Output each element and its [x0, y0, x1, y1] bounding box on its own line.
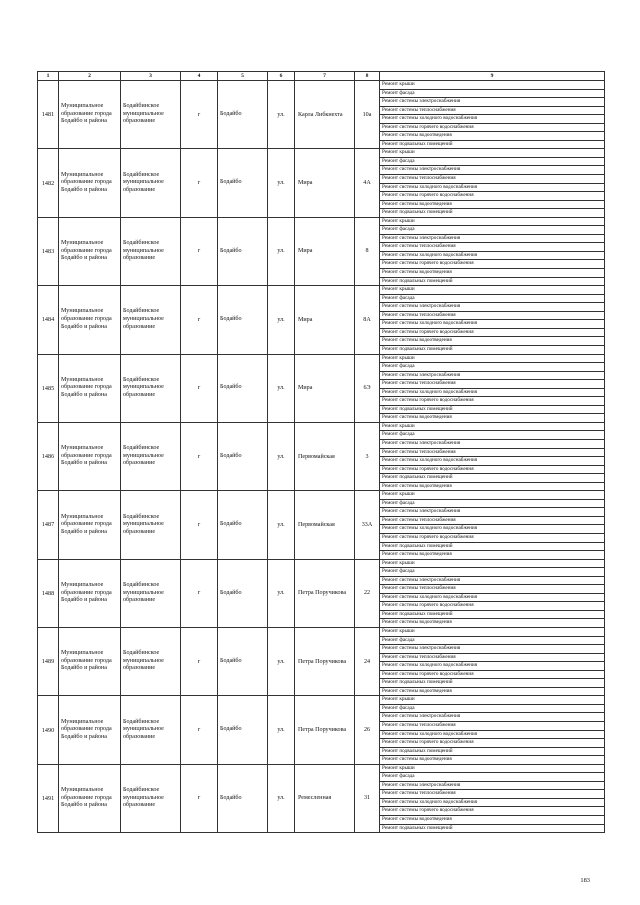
- settlement-type-cell: г: [181, 491, 218, 559]
- house-number-cell: 24: [355, 628, 380, 696]
- house-number-cell: 4А: [355, 149, 380, 217]
- work-type-item: Ремонт системы теплоснабжения: [380, 380, 605, 389]
- work-type-item: Ремонт подвальных помещений: [380, 345, 605, 354]
- row-number: 1491: [38, 764, 59, 832]
- work-type-item: Ремонт системы водоотведения: [380, 200, 605, 209]
- street-cell: Мира: [295, 286, 355, 354]
- row-number: 1489: [38, 628, 59, 696]
- house-number-cell: 26: [355, 696, 380, 764]
- work-type-item: Ремонт системы водоотведения: [380, 756, 605, 765]
- work-type-item: Ремонт крыши: [380, 81, 605, 90]
- city-cell: Бодайбо: [218, 491, 268, 559]
- city-cell: Бодайбо: [218, 696, 268, 764]
- work-type-item: Ремонт крыши: [380, 354, 605, 363]
- work-type-item: Ремонт системы холодного водоснабжения: [380, 251, 605, 260]
- settlement-cell: Бодайбинское муниципальное образование: [121, 628, 181, 696]
- settlement-cell: Бодайбинское муниципальное образование: [121, 217, 181, 285]
- street-cell: Мира: [295, 149, 355, 217]
- table-row: [38, 81, 605, 90]
- row-number: 1482: [38, 149, 59, 217]
- municipality-cell: Муниципальное образование города Бодайбо и района: [59, 81, 121, 149]
- settlement-cell: Бодайбинское муниципальное образование: [121, 81, 181, 149]
- table-row: [38, 286, 605, 295]
- page-number: 183: [580, 877, 590, 884]
- street-type-cell: ул.: [268, 217, 295, 285]
- work-type-item: Ремонт подвальных помещений: [380, 209, 605, 218]
- work-type-item: Ремонт подвальных помещений: [380, 679, 605, 688]
- column-header-4: 4: [181, 72, 218, 81]
- work-type-item: Ремонт системы теплоснабжения: [380, 585, 605, 594]
- street-type-cell: ул.: [268, 286, 295, 354]
- table-row: [38, 628, 605, 637]
- column-header-2: 2: [59, 72, 121, 81]
- street-cell: Петра Поручикова: [295, 559, 355, 627]
- work-type-item: Ремонт крыши: [380, 696, 605, 705]
- work-type-item: Ремонт фасада: [380, 431, 605, 440]
- settlement-type-cell: г: [181, 764, 218, 832]
- settlement-type-cell: г: [181, 422, 218, 490]
- work-type-item: Ремонт системы горячего водоснабжения: [380, 328, 605, 337]
- municipality-cell: Муниципальное образование города Бодайбо и района: [59, 696, 121, 764]
- work-type-item: Ремонт крыши: [380, 491, 605, 500]
- house-number-cell: 3: [355, 422, 380, 490]
- work-type-item: Ремонт системы электроснабжения: [380, 781, 605, 790]
- table-row: [38, 217, 605, 226]
- column-header-9: 9: [380, 72, 605, 81]
- column-header-6: 6: [268, 72, 295, 81]
- header-row: [38, 72, 605, 81]
- work-type-item: Ремонт системы электроснабжения: [380, 303, 605, 312]
- settlement-type-cell: г: [181, 149, 218, 217]
- city-cell: Бодайбо: [218, 81, 268, 149]
- work-type-item: Ремонт фасада: [380, 157, 605, 166]
- work-type-item: Ремонт системы горячего водоснабжения: [380, 602, 605, 611]
- municipality-cell: Муниципальное образование города Бодайбо и района: [59, 149, 121, 217]
- work-type-item: Ремонт системы горячего водоснабжения: [380, 465, 605, 474]
- street-cell: Первомайская: [295, 422, 355, 490]
- table-row: [38, 559, 605, 568]
- work-type-item: Ремонт системы электроснабжения: [380, 439, 605, 448]
- settlement-type-cell: г: [181, 81, 218, 149]
- repair-program-table: [37, 71, 605, 833]
- work-type-item: Ремонт системы холодного водоснабжения: [380, 183, 605, 192]
- street-type-cell: ул.: [268, 491, 295, 559]
- work-type-item: Ремонт системы электроснабжения: [380, 234, 605, 243]
- work-type-item: Ремонт системы горячего водоснабжения: [380, 739, 605, 748]
- settlement-type-cell: г: [181, 628, 218, 696]
- work-type-item: Ремонт подвальных помещений: [380, 140, 605, 149]
- settlement-cell: Бодайбинское муниципальное образование: [121, 559, 181, 627]
- work-type-item: Ремонт системы горячего водоснабжения: [380, 260, 605, 269]
- street-cell: Мира: [295, 217, 355, 285]
- street-type-cell: ул.: [268, 696, 295, 764]
- table-header: [38, 72, 605, 81]
- work-type-item: Ремонт крыши: [380, 149, 605, 158]
- street-cell: Мира: [295, 354, 355, 422]
- work-type-item: Ремонт системы водоотведения: [380, 132, 605, 141]
- street-type-cell: ул.: [268, 559, 295, 627]
- work-type-item: Ремонт подвальных помещений: [380, 405, 605, 414]
- table-row: [38, 354, 605, 363]
- work-type-item: Ремонт системы электроснабжения: [380, 508, 605, 517]
- work-type-item: Ремонт системы электроснабжения: [380, 166, 605, 175]
- work-type-item: Ремонт подвальных помещений: [380, 610, 605, 619]
- city-cell: Бодайбо: [218, 559, 268, 627]
- work-type-item: Ремонт системы теплоснабжения: [380, 722, 605, 731]
- work-type-item: Ремонт фасада: [380, 363, 605, 372]
- municipality-cell: Муниципальное образование города Бодайбо и района: [59, 559, 121, 627]
- street-type-cell: ул.: [268, 422, 295, 490]
- house-number-cell: 8: [355, 217, 380, 285]
- work-type-item: Ремонт фасада: [380, 499, 605, 508]
- work-type-item: Ремонт системы холодного водоснабжения: [380, 388, 605, 397]
- municipality-cell: Муниципальное образование города Бодайбо и района: [59, 286, 121, 354]
- column-header-5: 5: [218, 72, 268, 81]
- row-number: 1487: [38, 491, 59, 559]
- work-type-item: Ремонт системы теплоснабжения: [380, 106, 605, 115]
- work-type-item: Ремонт крыши: [380, 628, 605, 637]
- work-type-item: Ремонт крыши: [380, 286, 605, 295]
- work-type-item: Ремонт системы теплоснабжения: [380, 653, 605, 662]
- work-type-item: Ремонт системы электроснабжения: [380, 576, 605, 585]
- house-number-cell: 10а: [355, 81, 380, 149]
- work-type-item: Ремонт подвальных помещений: [380, 474, 605, 483]
- work-type-item: Ремонт системы горячего водоснабжения: [380, 192, 605, 201]
- settlement-cell: Бодайбинское муниципальное образование: [121, 696, 181, 764]
- work-type-item: Ремонт фасада: [380, 704, 605, 713]
- street-cell: Карла Либкнехта: [295, 81, 355, 149]
- work-type-item: Ремонт фасада: [380, 89, 605, 98]
- table-row: [38, 696, 605, 705]
- work-type-item: Ремонт системы горячего водоснабжения: [380, 670, 605, 679]
- settlement-cell: Бодайбинское муниципальное образование: [121, 354, 181, 422]
- work-type-item: Ремонт подвальных помещений: [380, 747, 605, 756]
- work-type-item: Ремонт системы теплоснабжения: [380, 790, 605, 799]
- work-type-item: Ремонт системы горячего водоснабжения: [380, 533, 605, 542]
- municipality-cell: Муниципальное образование города Бодайбо и района: [59, 764, 121, 832]
- work-type-item: Ремонт системы горячего водоснабжения: [380, 123, 605, 132]
- column-header-8: 8: [355, 72, 380, 81]
- house-number-cell: 6Э: [355, 354, 380, 422]
- street-cell: Петра Поручикова: [295, 696, 355, 764]
- work-type-item: Ремонт системы холодного водоснабжения: [380, 662, 605, 671]
- work-type-item: Ремонт системы холодного водоснабжения: [380, 457, 605, 466]
- work-type-item: Ремонт системы холодного водоснабжения: [380, 525, 605, 534]
- work-type-item: Ремонт фасада: [380, 636, 605, 645]
- work-type-item: Ремонт системы холодного водоснабжения: [380, 798, 605, 807]
- table-body: [38, 81, 605, 833]
- city-cell: Бодайбо: [218, 764, 268, 832]
- work-type-item: Ремонт крыши: [380, 217, 605, 226]
- work-type-item: Ремонт системы электроснабжения: [380, 371, 605, 380]
- municipality-cell: Муниципальное образование города Бодайбо и района: [59, 422, 121, 490]
- work-type-item: Ремонт подвальных помещений: [380, 542, 605, 551]
- row-number: 1488: [38, 559, 59, 627]
- row-number: 1486: [38, 422, 59, 490]
- municipality-cell: Муниципальное образование города Бодайбо и района: [59, 217, 121, 285]
- work-type-item: Ремонт системы горячего водоснабжения: [380, 397, 605, 406]
- work-type-item: Ремонт системы теплоснабжения: [380, 448, 605, 457]
- row-number: 1481: [38, 81, 59, 149]
- street-cell: Ремесленная: [295, 764, 355, 832]
- city-cell: Бодайбо: [218, 149, 268, 217]
- work-type-item: Ремонт системы электроснабжения: [380, 645, 605, 654]
- work-type-item: Ремонт системы водоотведения: [380, 482, 605, 491]
- house-number-cell: 33А: [355, 491, 380, 559]
- work-type-item: Ремонт фасада: [380, 294, 605, 303]
- municipality-cell: Муниципальное образование города Бодайбо и района: [59, 491, 121, 559]
- column-header-3: 3: [121, 72, 181, 81]
- city-cell: Бодайбо: [218, 422, 268, 490]
- settlement-type-cell: г: [181, 354, 218, 422]
- work-type-item: Ремонт крыши: [380, 559, 605, 568]
- work-type-item: Ремонт системы водоотведения: [380, 816, 605, 825]
- city-cell: Бодайбо: [218, 217, 268, 285]
- settlement-type-cell: г: [181, 217, 218, 285]
- work-type-item: Ремонт системы теплоснабжения: [380, 311, 605, 320]
- work-type-item: Ремонт системы холодного водоснабжения: [380, 593, 605, 602]
- work-type-item: Ремонт фасада: [380, 773, 605, 782]
- table-row: [38, 422, 605, 431]
- work-type-item: Ремонт крыши: [380, 764, 605, 773]
- settlement-type-cell: г: [181, 696, 218, 764]
- work-type-item: Ремонт системы горячего водоснабжения: [380, 807, 605, 816]
- work-type-item: Ремонт системы холодного водоснабжения: [380, 730, 605, 739]
- house-number-cell: 8А: [355, 286, 380, 354]
- work-type-item: Ремонт системы водоотведения: [380, 414, 605, 423]
- column-header-7: 7: [295, 72, 355, 81]
- work-type-item: Ремонт подвальных помещений: [380, 824, 605, 833]
- city-cell: Бодайбо: [218, 628, 268, 696]
- street-cell: Петра Поручикова: [295, 628, 355, 696]
- work-type-item: Ремонт системы водоотведения: [380, 687, 605, 696]
- work-type-item: Ремонт системы холодного водоснабжения: [380, 115, 605, 124]
- work-type-item: Ремонт системы электроснабжения: [380, 713, 605, 722]
- street-type-cell: ул.: [268, 628, 295, 696]
- settlement-cell: Бодайбинское муниципальное образование: [121, 149, 181, 217]
- work-type-item: Ремонт фасада: [380, 568, 605, 577]
- work-type-item: Ремонт системы теплоснабжения: [380, 516, 605, 525]
- work-type-item: Ремонт системы водоотведения: [380, 337, 605, 346]
- settlement-cell: Бодайбинское муниципальное образование: [121, 764, 181, 832]
- column-header-1: 1: [38, 72, 59, 81]
- city-cell: Бодайбо: [218, 286, 268, 354]
- work-type-item: Ремонт системы теплоснабжения: [380, 175, 605, 184]
- table-row: [38, 149, 605, 158]
- work-type-item: Ремонт системы теплоснабжения: [380, 243, 605, 252]
- street-type-cell: ул.: [268, 764, 295, 832]
- row-number: 1484: [38, 286, 59, 354]
- municipality-cell: Муниципальное образование города Бодайбо и района: [59, 628, 121, 696]
- table-row: [38, 491, 605, 500]
- work-type-item: Ремонт системы холодного водоснабжения: [380, 320, 605, 329]
- municipality-cell: Муниципальное образование города Бодайбо и района: [59, 354, 121, 422]
- street-type-cell: ул.: [268, 149, 295, 217]
- work-type-item: Ремонт системы электроснабжения: [380, 98, 605, 107]
- settlement-type-cell: г: [181, 559, 218, 627]
- row-number: 1490: [38, 696, 59, 764]
- work-type-item: Ремонт фасада: [380, 226, 605, 235]
- house-number-cell: 22: [355, 559, 380, 627]
- work-type-item: Ремонт системы водоотведения: [380, 551, 605, 560]
- settlement-type-cell: г: [181, 286, 218, 354]
- settlement-cell: Бодайбинское муниципальное образование: [121, 286, 181, 354]
- settlement-cell: Бодайбинское муниципальное образование: [121, 491, 181, 559]
- work-type-item: Ремонт крыши: [380, 422, 605, 431]
- street-cell: Первомайская: [295, 491, 355, 559]
- table-row: [38, 764, 605, 773]
- house-number-cell: 31: [355, 764, 380, 832]
- street-type-cell: ул.: [268, 354, 295, 422]
- street-type-cell: ул.: [268, 81, 295, 149]
- row-number: 1485: [38, 354, 59, 422]
- work-type-item: Ремонт системы водоотведения: [380, 619, 605, 628]
- row-number: 1483: [38, 217, 59, 285]
- settlement-cell: Бодайбинское муниципальное образование: [121, 422, 181, 490]
- city-cell: Бодайбо: [218, 354, 268, 422]
- work-type-item: Ремонт подвальных помещений: [380, 277, 605, 286]
- work-type-item: Ремонт системы водоотведения: [380, 269, 605, 278]
